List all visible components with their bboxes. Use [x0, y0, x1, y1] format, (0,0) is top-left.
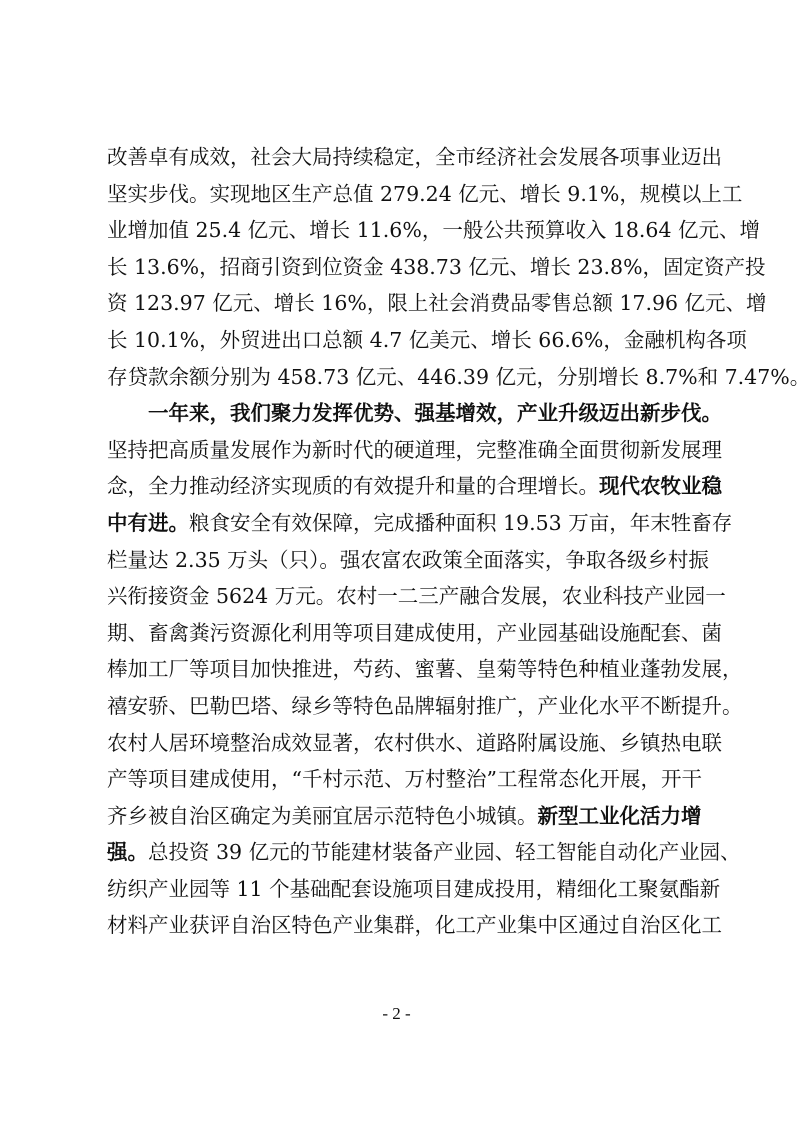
- text-span: 念，全力推动经济实现质的有效提升和量的合理增长。: [107, 474, 599, 499]
- text-line: [107, 468, 722, 505]
- text-line: 栏量达 2.35 万头（只）。强农富农政策全面落实，争取各级乡村振: [107, 547, 709, 572]
- paragraph-industry: [107, 395, 743, 944]
- text-line: 坚持把高质量发展作为新时代的硬道理，完整准确全面贯彻新发展理: [107, 437, 722, 462]
- text-line: 存贷款余额分别为 458.73 亿元、446.39 亿元，分别增长 8.7%和 7.47%。: [107, 364, 810, 389]
- paragraph-summary: [107, 139, 810, 395]
- text-line: 长 13.6%，招商引资到位资金 438.73 亿元、增长 23.8%，固定资产投: [107, 254, 766, 279]
- section-heading-agriculture-end: 中有进。: [107, 510, 189, 535]
- lead-sentence: 一年来，我们聚力发挥优势、强基增效，产业升级迈出新步伐。: [148, 401, 722, 426]
- page-number: - 2 -: [382, 1004, 411, 1023]
- text-line: [107, 505, 733, 542]
- text-line: [107, 834, 741, 871]
- text-line: 纺织产业园等 11 个基础配套设施项目建成投用，精细化工聚氨酯新: [107, 876, 721, 901]
- text-line: 材料产业获评自治区特色产业集群，化工产业集中区通过自治区化工: [107, 913, 722, 938]
- text-span: 齐乡被自治区确定为美丽宜居示范特色小城镇。: [107, 803, 538, 828]
- text-line: 业增加值 25.4 亿元、增长 11.6%，一般公共预算收入 18.64 亿元、增: [107, 218, 761, 243]
- text-span: 粮食安全有效保障，完成播种面积 19.53 万亩，年末牲畜存: [189, 510, 733, 535]
- text-line: 禧安骄、巴勒巴塔、绿乡等特色品牌辐射推广，产业化水平不断提升。: [107, 693, 743, 718]
- text-line: 兴衔接资金 5624 万元。农村一二三产融合发展，农业科技产业园一: [107, 584, 726, 609]
- text-line: 农村人居环境整治成效显著，农村供水、道路附属设施、乡镇热电联: [107, 730, 722, 755]
- text-line: 棒加工厂等项目加快推进，芍药、蜜薯、皇菊等特色种植业蓬勃发展，: [107, 657, 743, 682]
- text-line: [107, 798, 702, 835]
- text-line: 资 123.97 亿元、增长 16%，限上社会消费品零售总额 17.96 亿元、增: [107, 291, 767, 316]
- text-line: 产等项目建成使用，“千村示范、万村整治”工程常态化开展，开干: [107, 767, 702, 792]
- paragraph-lead-line: [107, 395, 722, 432]
- text-line: 改善卓有成效，社会大局持续稳定，全市经济社会发展各项事业迈出: [107, 145, 722, 169]
- section-heading-agriculture: 现代农牧业稳: [599, 474, 722, 499]
- section-heading-industry: 新型工业化活力增: [537, 803, 702, 828]
- section-heading-industry-end: 强。: [107, 840, 148, 865]
- document-body: [107, 139, 810, 944]
- text-line: 期、畜禽粪污资源化利用等项目建成使用，产业园基础设施配套、菌: [107, 620, 722, 645]
- text-span: 总投资 39 亿元的节能建材装备产业园、轻工智能自动化产业园、: [148, 840, 741, 865]
- text-line: 坚实步伐。实现地区生产总值 279.24 亿元、增长 9.1%，规模以上工: [107, 181, 743, 206]
- text-line: 长 10.1%，外贸进出口总额 4.7 亿美元、增长 66.6%，金融机构各项: [107, 327, 747, 352]
